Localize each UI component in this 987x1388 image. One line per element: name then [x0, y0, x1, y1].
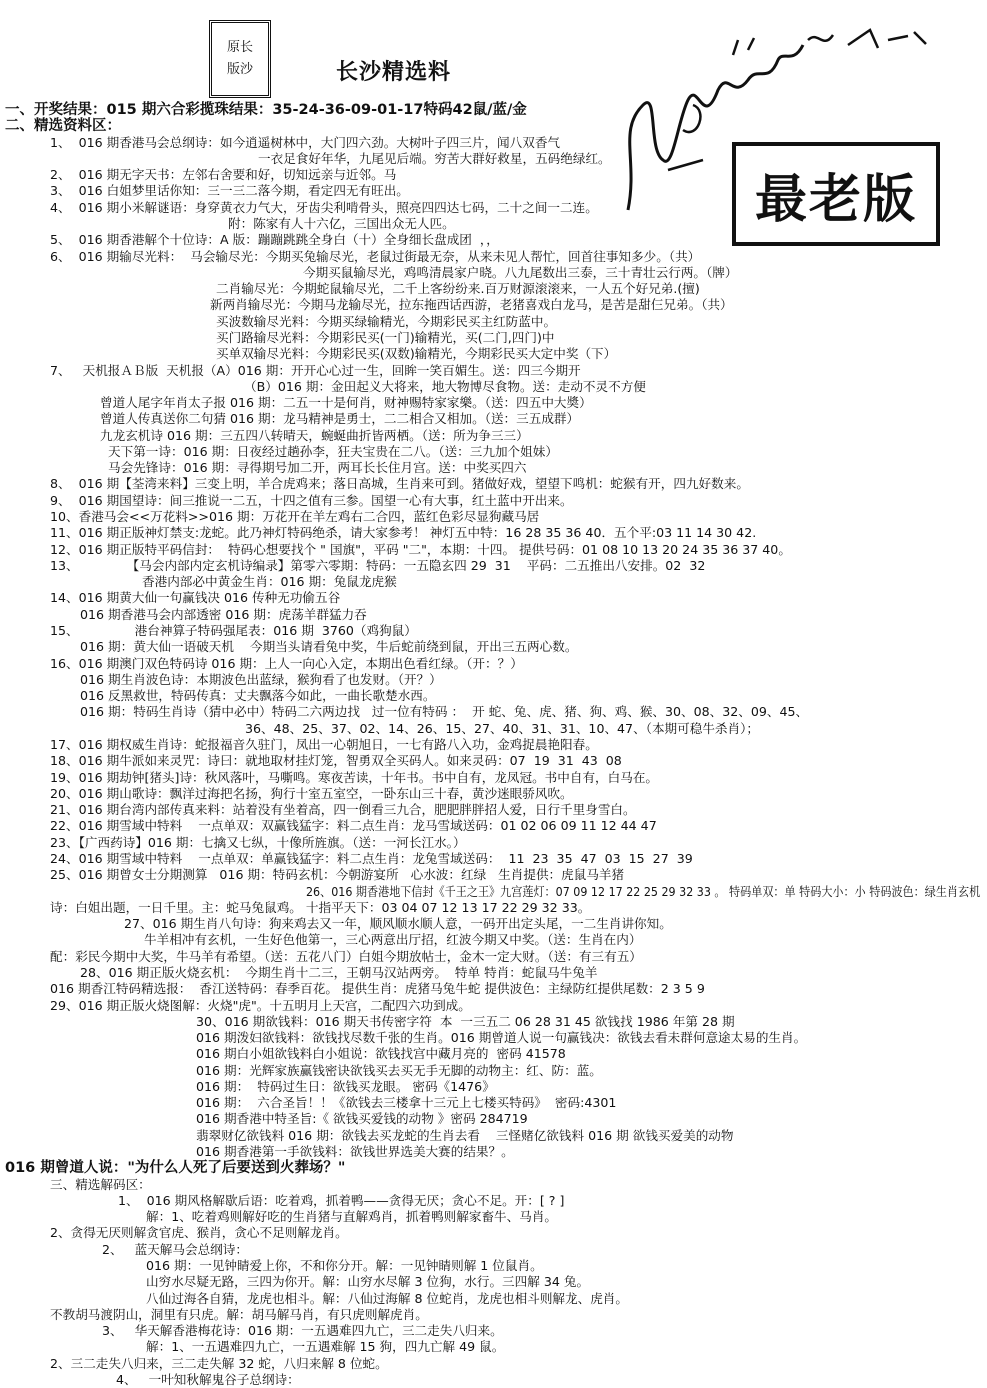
line-41: 18、016 期牛派如来灵咒：诗曰：就地取材挂灯笼，智勇双全买码人。如来灵码：07 19 31 43 08	[50, 753, 622, 768]
line-68: 1、 016 期风格解歇后语：吃着鸡，抓着鸭——贪得无厌；贪心不足。开：[ ? ]	[118, 1193, 565, 1208]
line-38: 016 期：特码生肖诗（猜中必中）特码二六两边找 过一位有特码 ： 开 蛇、兔、虎、猪、狗、鸡、猴、30、08、32、09、45、	[80, 704, 809, 719]
line-17: 7、 天机报ＡＢ版 天机报（A）016 期：开开心心过一生，回眸一笑百媚生。送：四三今期开	[50, 363, 581, 378]
line-20: 曾道人传真送你二句猜 016 期：龙马精神是勇士，二二相合又相加。（送：三五成群）	[100, 411, 580, 426]
stamp-line-2: 版沙	[226, 62, 253, 77]
line-52: 牛羊相冲有玄机，一生好色他第一，三心两意出厅招，红波今期又中奖。（送：生肖在内）	[144, 932, 642, 947]
line-5: 2、 016 期无字天书：左邻右舍要和好，切知远亲与近邻。马	[50, 167, 397, 182]
line-77: 解：1、一五遇难四九亡，一五遇难解 15 狗，四九亡解 49 鼠。	[146, 1339, 505, 1354]
stamp-line-1: 原长	[226, 40, 253, 55]
line-14: 买波数输尽光料：今期买绿输精光，今期彩民买主红防蓝中。	[216, 314, 557, 329]
line-37: 016 反黑救世，特码传真：丈夫飘落今如此，一曲长歌楚水西。	[80, 688, 436, 703]
original-edition-stamp	[209, 20, 271, 98]
line-58: 016 期泼妇欲钱料：欲钱找尽数千张的生肖。016 期曾道人说一句赢钱决：欲钱去看未群何意途太易的生肖。	[196, 1030, 807, 1045]
line-72: 016 期：一见钟睛爱上你，不和你分开。解：一见钟睛则解 1 位鼠肖。	[146, 1258, 543, 1273]
line-47: 24、016 期雪域中特料 一点单双：单赢钱猛字：料二点生肖：龙兔雪域送码： 11 23 35 47 03 15 27 39	[50, 851, 693, 866]
line-71: 2、 蓝天解马会总纲诗：	[102, 1242, 248, 1257]
oldest-edition-badge: 最老版	[732, 142, 940, 246]
line-42: 19、016 期劫钟[猪头]诗：秋风落叶，马嘶鸣。寒夜苦读，十年书。书中自有，龙凤冠。书中自有，白马在。	[50, 770, 659, 785]
line-78: 2、三二走失八归来，三二走失解 32 蛇，八归来解 8 位蛇。	[50, 1356, 388, 1371]
line-30: 香港内部必中黄金生肖：016 期：兔鼠龙虎猴	[142, 574, 397, 589]
line-25: 9、 016 期国望诗：间三推说一二五，十四之值有三参。国望一心有大事，红土蓝中开出来。	[50, 493, 573, 508]
line-24: 8、 016 期【荃湾来料】三变上明，羊合虎鸡来；落日高城，生肖来可到。猪做好戏，望望下鸣机：蛇猴有开，四九好数来。	[50, 476, 749, 491]
line-29: 13、 【马会内部内定玄机诗编录】第零六零期：特码：一五隐玄四 29 31 平码：二五推出八安排。02 32	[50, 558, 706, 573]
line-51: 27、016 期生肖八句诗：狗来鸡去又一年，顺风顺水顺人意，一码开出定头尾，一二生肖讲你知。	[124, 916, 672, 931]
line-21: 九龙玄机诗 016 期：三五四八转晴天，蜿蜒曲折皆两栖。（送：所为争三三）	[100, 428, 529, 443]
line-23: 马会先锋诗：016 期：寻得期号加二开，两耳长长住月宫。送：中奖买四六	[108, 460, 527, 475]
line-11: 今期买鼠输尽光，鸡鸣清晨家户晓。八九尾数出三泰，三十青壮云行两。（牌）	[303, 265, 738, 280]
line-46: 23、【广西药诗】016 期：七擒又七纵，十像所旌旗。（送：一河长江水。）	[50, 835, 466, 850]
line-35: 16、016 期澳门双色特码诗 016 期：上人一向心入定，本期出色看红绿。（开：？）	[50, 656, 523, 671]
line-64: 翡翠财亿欲钱料 016 期：欲钱去买龙蛇的生肖去看 三怪赌亿欲钱料 016 期 欲钱买爱美的动物	[196, 1128, 734, 1143]
line-1: 一、开奖结果：015 期六合彩揽珠结果：35-24-36-09-01-17特码42鼠/蓝/金	[5, 102, 527, 118]
line-44: 21、016 期台湾内部传真来料：站着没有坐着高，四一倒看三九合，肥肥胖胖招人爱，日行千里身雪白。	[50, 802, 636, 817]
line-12: 二肖输尽光：今期蛇鼠输尽光，二千上客纷纷来.百万财源滚滚来，一人五个好兄弟.(擅)	[216, 281, 700, 296]
line-54: 28、016 期正版火烧玄机： 今期生肖十二三，王朝马汉站两旁。 特单 特肖：蛇鼠马牛兔羊	[80, 965, 598, 980]
line-73: 山穷水尽疑无路，三四为你开。解：山穷水尽解 3 位狗，水行。三四解 34 兔。	[146, 1274, 590, 1289]
line-40: 17、016 期权威生肖诗：蛇报福音久驻门，凤出一心朝旭日，一七有路八入功，金鸡捉晨艳阳春。	[50, 737, 598, 752]
line-48: 25、016 期曾女士分期测算 016 期：特码玄机：今朝游宴所 心水波：红绿 生肖提供：虎鼠马羊猪	[50, 867, 625, 882]
page-title: 长沙精选料	[336, 60, 452, 85]
line-9: 5、 016 期香港解个十位诗：A 版：蹦蹦跳跳全身白（十）全身细长盘成团 ，，	[50, 232, 499, 247]
line-18: （B）016 期：金田起义大将来，地大物博尽食物。送：走动不灵不方便	[244, 379, 646, 394]
line-57: 30、016 期欲钱料：016 期天书传密字符 本 一三五二 06 28 31 45 欲钱找 1986 年第 28 期	[196, 1014, 735, 1029]
line-8: 附：陈家有人十六亿，三国出众无人匹。	[228, 216, 455, 231]
line-61: 016 期： 特码过生日：欲钱买龙眼。 密码《1476》	[196, 1079, 495, 1094]
line-4: 一衣足食好年华，九尾见后端。穷苦大群好救星，五码绝绿红。	[258, 151, 611, 166]
line-56: 29、016 期正版火烧图解：火烧"虎"。十五明月上天宫，二配四六功到成。	[50, 998, 471, 1013]
line-43: 20、016 期山歌诗：飘洋过海把名扬，狗行十室五室空，一卧东山三十春，黄沙迷眼骄风吹。	[50, 786, 573, 801]
line-27: 11、016 期正版神灯禁支:龙蛇。此乃神灯特码绝杀，请大家参考！ 神灯五中特：16 28 35 36 40．五个平:03 11 14 30 42.	[50, 525, 757, 540]
line-19: 曾道人尾字年肖太子报 016 期：二五一十是何肖，财神赐特家家樂。（送：四五中大奬）	[100, 395, 592, 410]
line-69: 解：1、吃着鸡则解好吃的生肖猪与直解鸡肖，抓着鸭则解家畜牛、马肖。	[146, 1209, 558, 1224]
line-15: 买门路输尽光料：今期彩民买(一门)输精光，买(二门,四门)中	[216, 330, 555, 345]
line-26: 10、香港马会<<万花料>>016 期：万花开在羊左鸡右二合四，蓝红色彩尽显狗藏马居	[50, 509, 540, 524]
line-32: 016 期香港马会内部透密 016 期：虎荡羊群猛力吞	[80, 607, 367, 622]
line-16: 买单双输尽光料：今期彩民买(双数)输精光，今期彩民买大定中奖（下）	[216, 346, 617, 361]
line-70: 2、贪得无厌则解贪官虎、猴肖，贪心不足则解龙肖。	[50, 1225, 348, 1240]
line-36: 016 期生肖波色诗：本期波色出蓝绿，猴狗看了也发财。（开？）	[80, 672, 442, 687]
line-74: 八仙过海各自猜，龙虎也相斗。解：八仙过海解 8 位蛇肖，龙虎也相斗则解龙、虎肖。	[146, 1291, 628, 1306]
line-7: 4、 016 期小米解谜语：身穿黄衣力气大，牙齿尖利啃骨头，照亮四四达七码，二十之间一二连。	[50, 200, 598, 215]
line-66: 016 期曾道人说："为什么人死了后要送到火葬场？"	[5, 1160, 346, 1176]
line-75: 不教胡马渡阴山，洞里有只虎。解：胡马解马肖，有只虎则解虎肖。	[50, 1307, 428, 1322]
line-62: 016 期： 六合圣旨！！《欲钱去三楼拿十三元上七楼买特码》 密码:4301	[196, 1095, 617, 1110]
line-3: 1、 016 期香港马会总纲诗：如今逍遥树林中，大门四六劲。大树叶子四三片，闻八双香气	[50, 135, 561, 150]
line-2: 二、精选资料区：	[5, 118, 121, 134]
line-31: 14、016 期黄大仙一句赢钱决 016 传种无功偷五谷	[50, 590, 341, 605]
line-63: 016 期香港中特圣旨:《 欲钱买爱钱的动物 》密码 284719	[196, 1111, 528, 1126]
line-67: 三、精选解码区：	[50, 1177, 151, 1192]
line-79: 4、 一叶知秋解鬼谷子总纲诗：	[116, 1372, 300, 1387]
line-22: 天下第一诗：016 期：日夜经过趟孙李，狂夫宝贵在二八。（送：三九加个姐妹）	[108, 444, 558, 459]
line-76: 3、 华天解香港梅花诗：016 期：一五遇难四九亡，三二走失八归来。	[102, 1323, 503, 1338]
line-39: 36、48、25、37、02、14、26、15、27、40、31、31、10、47、（本期可稳牛杀肖）；	[245, 721, 760, 736]
line-10: 6、 016 期输尽光料： 马会输尽光：今期买兔输尽光，老鼠过街最无奈，从来未见人帮忙，回首往事知多少。（共）	[50, 249, 701, 264]
line-49: 26、016 期香港地下信封《千王之王》九宫莲灯：07 09 12 17 22 25 29 32 33 。 特码单双：单 特码大小：小 特码波色：绿生肖玄机	[306, 884, 981, 899]
line-33: 15、 港台神算子特码强尾表：016 期 3760（鸡狗鼠）	[50, 623, 417, 638]
line-6: 3、 016 白姐梦里话你知：三一三二落今期，看定四无有旺出。	[50, 183, 409, 198]
line-45: 22、016 期雪域中特料 一点单双：双赢钱猛字：料二点生肖：龙马雪域送码：01 02 06 09 11 12 44 47	[50, 818, 657, 833]
line-50: 诗：白姐出题，一日千里。主：蛇马兔鼠鸡。 十指平天下：03 04 07 12 13 17 22 29 32 33。	[50, 900, 591, 915]
line-53: 配：彩民今期中大奖，牛马羊有希望。（送：五花八门）白姐今期放帖士，金木一定大财。（送：有三有五）	[50, 949, 642, 964]
line-65: 016 期香港第一手欲钱料：欲钱世界选美大赛的结果？。	[196, 1144, 514, 1159]
line-55: 016 期香江特码精选报： 香江送特码：春季百花。 提供生肖：虎猪马兔牛蛇 提供波色：主绿防红提供尾数：2 3 5 9	[50, 981, 705, 996]
line-28: 12、016 期正版特平码信封： 特码心想要找个 " 国旗"，平码 "二"，本期：十四。 提供号码：01 08 10 13 20 24 35 36 37 40。	[50, 542, 791, 557]
line-59: 016 期白小姐欲钱料白小姐说：欲钱找宫中藏月亮的 密码 41578	[196, 1046, 566, 1061]
line-60: 016 期：光辉家族赢钱密诀欲钱买去买无手无脚的动物主：红、防：蓝。	[196, 1063, 602, 1078]
line-13: 新两肖输尽光：今期马龙输尽光，拉东拖西话西游，老猪喜戏白龙马，是苦是甜仨兄弟。（共）	[210, 297, 733, 312]
line-34: 016 期：黄大仙一语破天机 今期当头请看兔中奖，牛后蛇前绕到鼠，开出三五两心数。	[80, 639, 578, 654]
